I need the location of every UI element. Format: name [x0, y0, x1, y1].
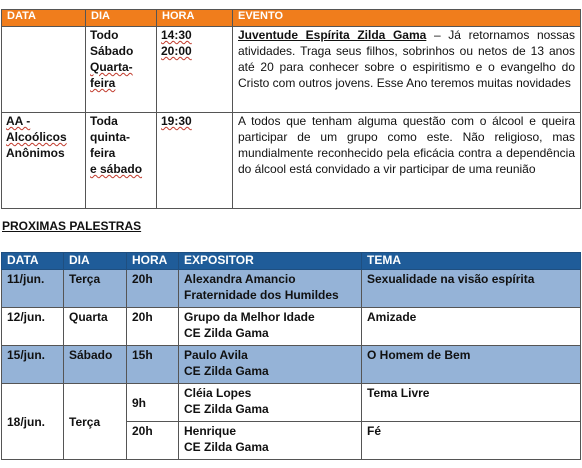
dia-line: Toda	[90, 114, 118, 128]
dia-line: quinta-	[90, 130, 130, 144]
palestra-expositor	[179, 346, 362, 384]
dia-line: feira	[90, 76, 116, 90]
dia-line: e sábado	[90, 162, 143, 176]
palestra-dia: Terça	[64, 384, 127, 460]
palestra-dia: Quarta	[64, 308, 127, 346]
header-dia: DIA	[86, 10, 157, 27]
palestra-data: 11/jun.	[2, 270, 64, 308]
data-line: Alcoólicos	[6, 130, 67, 144]
header-hora: HORA	[127, 253, 179, 270]
palestras-header-row	[2, 253, 581, 270]
palestras-table	[1, 252, 581, 460]
palestra-row	[2, 308, 581, 346]
header-tema: TEMA	[362, 253, 581, 270]
palestra-hora: 15h	[127, 346, 179, 384]
events-table	[1, 9, 581, 209]
expositor-org: CE Zilda Gama	[184, 326, 269, 340]
palestra-dia: Sábado	[64, 346, 127, 384]
expositor-name: Cléia Lopes	[184, 386, 252, 400]
header-expositor: EXPOSITOR	[179, 253, 362, 270]
event-row	[2, 113, 581, 209]
expositor-org: CE Zilda Gama	[184, 402, 269, 416]
event-row	[2, 27, 581, 113]
palestra-expositor	[179, 422, 362, 460]
event-description	[233, 113, 581, 209]
expositor-org: CE Zilda Gama	[184, 364, 269, 378]
event-title: Juventude Espírita Zilda Gama	[238, 28, 427, 42]
palestra-data: 18/jun.	[2, 384, 64, 460]
hora-line: 14:30	[161, 28, 192, 42]
event-data	[2, 113, 86, 209]
event-hora	[157, 27, 233, 113]
palestra-hora: 20h	[127, 270, 179, 308]
header-hora: HORA	[157, 10, 233, 27]
header-data: DATA	[2, 10, 86, 27]
palestra-row	[2, 346, 581, 384]
data-line: Anônimos	[6, 146, 65, 160]
palestra-hora: 20h	[127, 422, 179, 460]
palestra-tema: Tema Livre	[362, 384, 581, 422]
palestras-title: PROXIMAS PALESTRAS	[2, 219, 142, 233]
palestra-expositor	[179, 384, 362, 422]
palestra-row	[2, 270, 581, 308]
expositor-name: Henrique	[184, 424, 237, 438]
expositor-name: Paulo Avila	[184, 348, 248, 362]
palestra-tema: Sexualidade na visão espírita	[362, 270, 581, 308]
dia-line: Todo	[90, 28, 119, 42]
event-text: – Já retornamos nossas atividades. Traga seus filhos, sobrinhos ou netos de 13 anos até 20 para conhecer sobre o espiritismo e o evangelho do Cristo com outros jovens. Esse Ano teremos muitas novidades	[238, 28, 575, 90]
hora-line: 19:30	[161, 114, 192, 128]
palestra-row	[2, 384, 581, 422]
event-dia	[86, 27, 157, 113]
data-line: AA -	[6, 114, 31, 128]
event-dia	[86, 113, 157, 209]
dia-line: Quarta-	[90, 60, 133, 74]
palestra-tema: O Homem de Bem	[362, 346, 581, 384]
event-text: A todos que tenham alguma questão com o álcool e queira participar de um grupo como este. Não religioso, mas mundialmente reconhecido pela eficácia contra a dependência do álcool está convidado a vir participar de uma reunião	[238, 114, 575, 176]
palestra-tema: Fé	[362, 422, 581, 460]
palestra-data: 12/jun.	[2, 308, 64, 346]
palestra-data: 15/jun.	[2, 346, 64, 384]
palestra-dia: Terça	[64, 270, 127, 308]
palestra-hora: 9h	[127, 384, 179, 422]
dia-line: Sábado	[90, 44, 134, 58]
expositor-org: Fraternidade dos Humildes	[184, 288, 339, 302]
events-header-row	[2, 10, 581, 27]
dia-line: feira	[90, 146, 116, 160]
header-data: DATA	[2, 253, 64, 270]
expositor-name: Alexandra Amancio	[184, 272, 296, 286]
expositor-org: CE Zilda Gama	[184, 440, 269, 454]
palestra-tema: Amizade	[362, 308, 581, 346]
palestra-expositor	[179, 270, 362, 308]
event-data	[2, 27, 86, 113]
event-description	[233, 27, 581, 113]
palestra-hora: 20h	[127, 308, 179, 346]
header-dia: DIA	[64, 253, 127, 270]
palestra-expositor	[179, 308, 362, 346]
hora-line: 20:00	[161, 44, 192, 58]
expositor-name: Grupo da Melhor Idade	[184, 310, 315, 324]
event-hora	[157, 113, 233, 209]
header-evento: EVENTO	[233, 10, 581, 27]
